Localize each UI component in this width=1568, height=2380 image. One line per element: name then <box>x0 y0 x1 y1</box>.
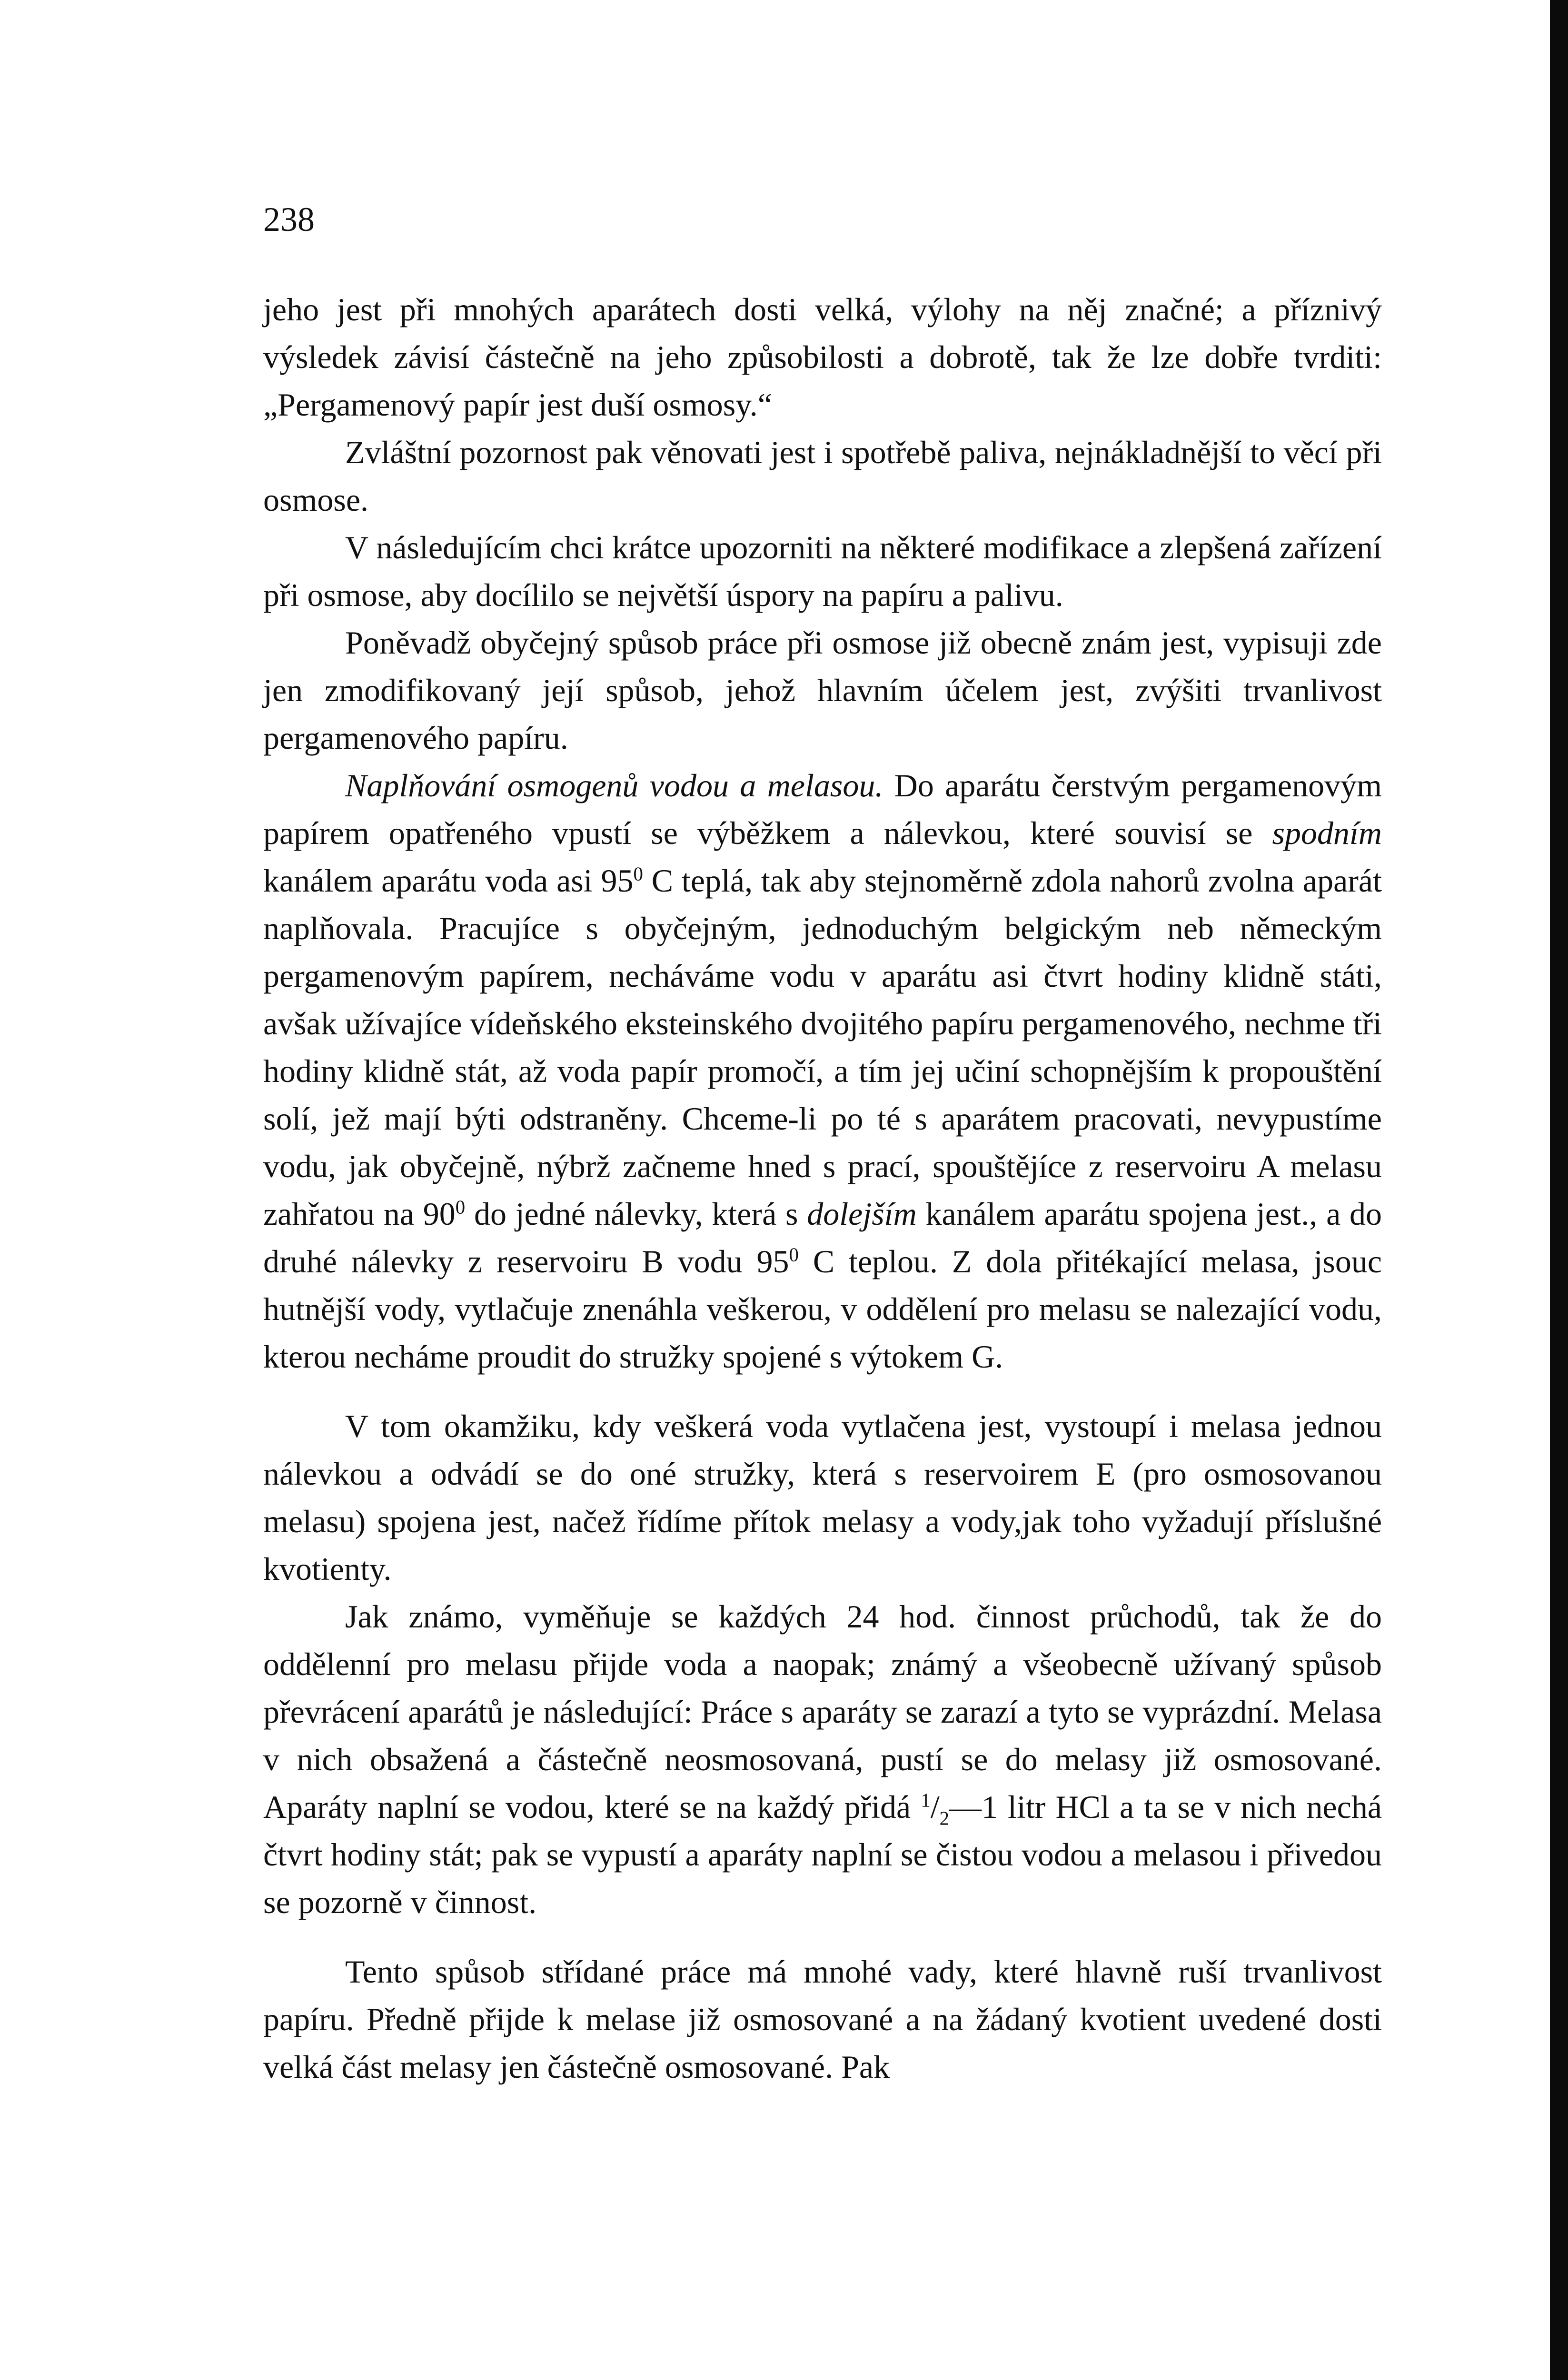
paragraph-7 <box>263 1593 1382 1926</box>
paragraph-7-text-2: —1 litr HCl a ta se v nich nechá čtvrt hodiny stát; pak se vypustí a aparáty naplní se čistou vodou a melasou i přivedou se pozorně v činnost. <box>263 1789 1382 1920</box>
emphasis-spodnim: spodním <box>1272 815 1382 851</box>
paragraph-5-text-4: do jedné nálevky, která s <box>474 1196 798 1232</box>
paragraph-3: V následujícím chci krátce upozorniti na některé modifikace a zlepšená zařízení při osmose, aby docílilo se největší úspory na papíru a palivu. <box>263 529 1382 613</box>
section-heading: Naplňování osmogenů vodou a melasou. <box>345 767 883 803</box>
degree-mark: 0 <box>455 1196 466 1218</box>
paragraph-6: V tom okamžiku, kdy veškerá voda vytlačena jest, vystoupí i melasa jednou nálevkou a odvádí se do oné stružky, která s reservoirem E (pro osmosovanou melasu) spojena jest, načež řídíme přítok melasy a vody,jak toho vyžadují příslušné kvotienty. <box>263 1408 1382 1587</box>
paragraph-1: jeho jest při mnohých aparátech dosti velká, výlohy na něj značné; a příznivý výsledek závisí částečně na jeho způsobilosti a dobrotě, tak že lze dobře tvrditi: „Pergamenový papír jest duší osmosy.“ <box>263 291 1382 423</box>
emphasis-dolejsim: dolejším <box>807 1196 917 1232</box>
fraction-denominator: 2 <box>939 1807 950 1829</box>
body-text <box>263 286 1382 2091</box>
paragraph-7-text-1: Jak známo, vyměňuje se každých 24 hod. činnost průchodů, tak že do oddělenní pro melasu přijde voda a naopak; známý a všeobecně užívaný spůsob převrácení aparátů je následující: Práce s aparáty se zarazí a tyto se vyprázdní. Melasa v nich obsažená a částečně neosmosovaná, pustí se do melasy již osmosované. Aparáty naplní se vodou, které se na každý přidá <box>263 1598 1382 1825</box>
paragraph-5-text-3: C teplá, tak aby stejnoměrně zdola nahorů zvolna aparát naplňovala. Pracujíce s obyčejným, jednoduchým belgickým neb německým pergamenovým papírem, necháváme vodu v aparátu asi čtvrt hodiny klidně státi, avšak užívajíce vídeňského eksteinského dvojitého papíru pergamenového, nechme tři hodiny klidně stát, až voda papír promočí, a tím jej učiní schopnějším k propouštění solí, jež mají býti odstraněny. Chceme-li po té s aparátem pracovati, nevypustíme vodu, jak obyčejně, nýbrž začneme hned s prací, spouštějíce z reservoiru A melasu zahřatou na 90 <box>263 863 1382 1232</box>
paragraph-5-text-2: kanálem aparátu voda asi 95 <box>263 863 634 899</box>
page-number: 238 <box>263 200 315 238</box>
fraction-numerator: 1 <box>921 1789 931 1811</box>
paragraph-5-text-6: C teplou. Z dola přitékající melasa, jsouc hutnější vody, vytlačuje znenáhla veškerou, v oddělení pro melasu se nalezající vodu, kterou necháme proudit do stružky spojené s výtokem G. <box>263 1243 1382 1375</box>
paragraph-5-text-1: Do aparátu čerstvým pergamenovým papírem opatřeného vpustí se výběžkem a nálevkou, které souvisí se <box>263 767 1382 851</box>
degree-mark: 0 <box>789 1244 799 1266</box>
degree-mark: 0 <box>633 863 643 885</box>
paragraph-8: Tento spůsob střídané práce má mnohé vady, které hlavně ruší trvanlivost papíru. Předně přijde k melase již osmosované a na žádaný kvotient uvedené dosti velká část melasy jen částečně osmosované. Pak <box>263 1954 1382 2085</box>
scan-border <box>1550 0 1568 2380</box>
paragraph-2: Zvláštní pozornost pak věnovati jest i spotřebě paliva, nejnákladnější to věcí při osmose. <box>263 434 1382 518</box>
fraction-one-half: $^1/_2$ <box>921 1789 950 1829</box>
paragraph-5 <box>263 762 1382 1380</box>
paragraph-4: Poněvadž obyčejný spůsob práce při osmose již obecně znám jest, vypisuji zde jen zmodifikovaný její spůsob, jehož hlavním účelem jest, zvýšiti trvanlivost pergamenového papíru. <box>263 625 1382 756</box>
paragraph-5-text-5: kanálem aparátu spojena jest., a do druhé nálevky z reservoiru B vodu 95 <box>263 1196 1382 1279</box>
